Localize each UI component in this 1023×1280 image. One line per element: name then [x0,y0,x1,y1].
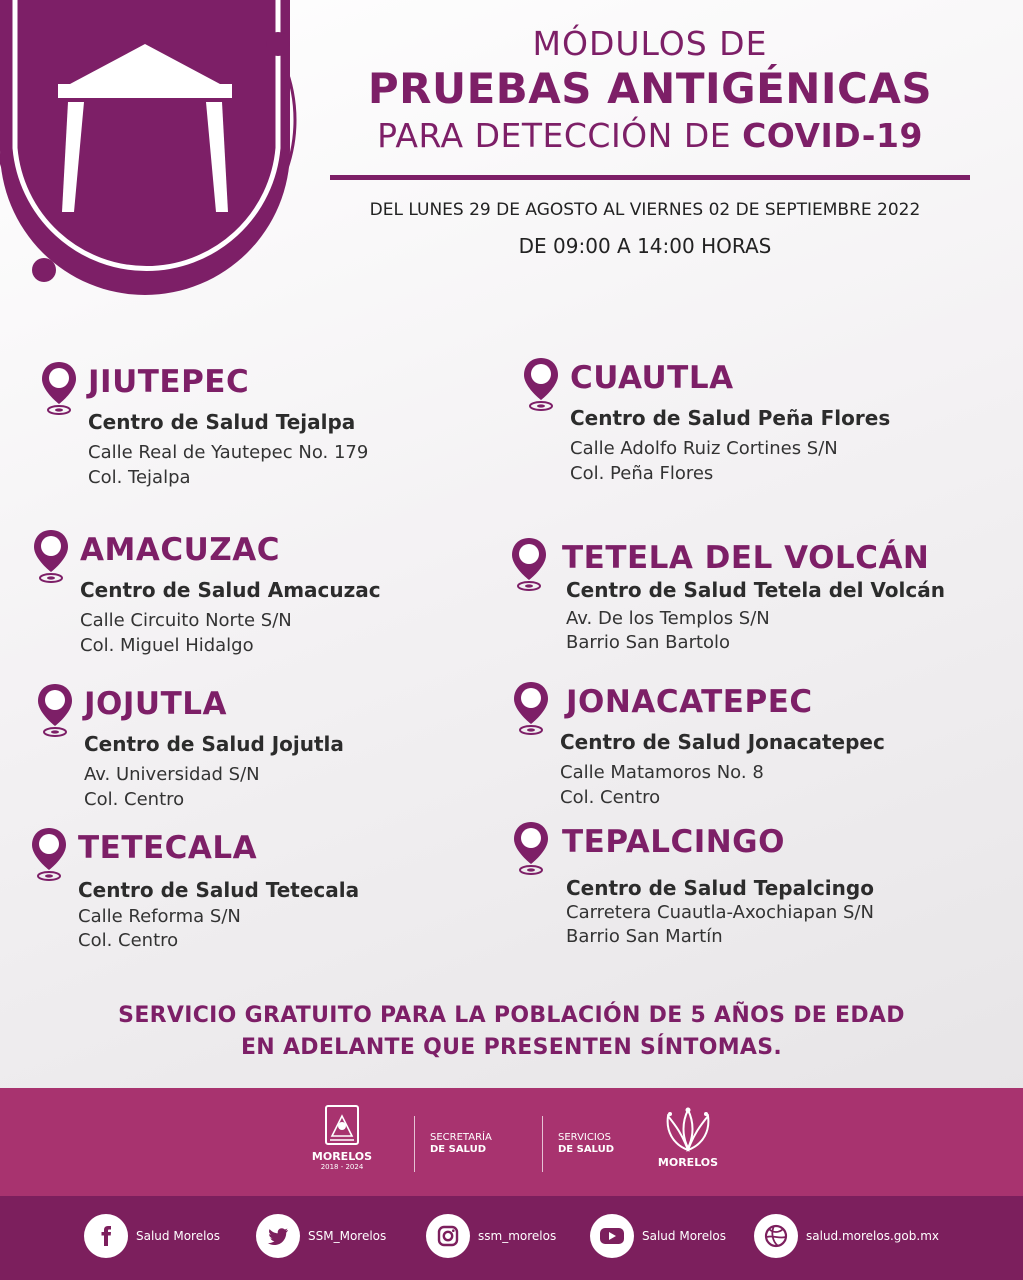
twitter-icon [256,1214,300,1258]
address-line-1: Av. Universidad S/N [84,764,260,785]
youtube-icon [590,1214,634,1258]
secretaria-de-salud-label [430,1132,492,1156]
social-instagram[interactable] [426,1214,556,1258]
facebook-icon [84,1214,128,1258]
location-name: CUAUTLA [570,360,734,396]
address-line-2: Col. Centro [84,789,185,810]
government-name: MORELOS [311,1150,373,1163]
location-name: JOJUTLA [84,686,227,722]
health-center-name: Centro de Salud Jonacatepec [560,730,885,754]
morelos-government-logo [306,1104,378,1172]
hours: DE 09:00 A 14:00 HORAS [518,234,772,258]
government-years: 2018 - 2024 [320,1163,364,1171]
address-line-1: Calle Matamoros No. 8 [560,762,764,783]
location-pin-icon [36,682,74,740]
address-line-1: Calle Reforma S/N [78,906,241,927]
footer-divider [542,1116,543,1172]
morelos-flower-icon [658,1104,718,1156]
health-center-name: Centro de Salud Peña Flores [570,406,891,430]
address-line-1: Calle Adolfo Ruiz Cortines S/N [570,438,838,459]
location-name: AMACUZAC [80,532,280,568]
instagram-icon [426,1214,470,1258]
web-icon [754,1214,798,1258]
morelos-brand-logo [650,1104,726,1169]
location-name: TETELA DEL VOLCÁN [562,540,930,576]
address-line-1: Av. De los Templos S/N [566,608,770,629]
address-line-1: Carretera Cuautla-Axochiapan S/N [566,902,874,923]
address-line-2: Col. Centro [560,787,661,808]
location-pin-icon [32,528,70,586]
footer-divider [414,1116,415,1172]
service-notice-line-2: EN ADELANTE QUE PRESENTEN SÍNTOMAS. [240,1035,783,1060]
health-center-name: Centro de Salud Amacuzac [80,578,381,602]
title-block [320,24,980,158]
youtube-label: Salud Morelos [642,1229,727,1243]
location-name: TETECALA [78,830,258,866]
title-line-1: MÓDULOS DE [532,24,768,63]
instagram-label: ssm_morelos [478,1229,557,1243]
module-tent-logo [0,0,300,300]
location-name: JIUTEPEC [88,364,250,400]
title-line-3 [320,114,980,158]
brand-name: MORELOS [657,1156,719,1169]
health-center-name: Centro de Salud Jojutla [84,732,344,756]
servicios-line-1: SERVICIOS [558,1132,612,1143]
secretaria-line-2: DE SALUD [430,1144,486,1155]
health-center-name: Centro de Salud Tejalpa [88,410,356,434]
social-youtube[interactable] [590,1214,726,1258]
title-line-3-prefix: PARA DETECCIÓN DE [377,116,743,155]
website-label: salud.morelos.gob.mx [806,1229,939,1243]
address-line-2: Barrio San Bartolo [566,632,731,653]
health-center-name: Centro de Salud Tetela del Volcán [566,578,945,602]
social-website[interactable] [754,1214,939,1258]
address-line-2: Col. Tejalpa [88,467,191,488]
secretaria-line-1: SECRETARÍA [430,1132,492,1143]
location-pin-icon [30,826,68,884]
twitter-label: SSM_Morelos [308,1229,387,1243]
location-pin-icon [40,360,78,418]
title-line-3-bold: COVID-19 [742,116,923,155]
address-line-2: Col. Centro [78,930,179,951]
address-line-1: Calle Real de Yautepec No. 179 [88,442,369,463]
health-center-name: Centro de Salud Tetecala [78,878,360,902]
location-pin-icon [522,356,560,414]
coat-of-arms-icon [322,1104,362,1150]
date-range: DEL LUNES 29 DE AGOSTO AL VIERNES 02 DE SEPTIEMBRE 2022 [369,200,921,220]
location-pin-icon [512,680,550,738]
servicios-de-salud-label [558,1132,614,1156]
service-notice-line-1: SERVICIO GRATUITO PARA LA POBLACIÓN DE 5 AÑOS DE EDAD [118,1003,905,1028]
health-center-name: Centro de Salud Tepalcingo [566,876,874,900]
social-facebook[interactable] [84,1214,220,1258]
location-pin-icon [510,536,548,594]
servicios-line-2: DE SALUD [558,1144,614,1155]
address-line-2: Barrio San Martín [566,926,723,947]
address-line-2: Col. Miguel Hidalgo [80,635,254,656]
address-line-2: Col. Peña Flores [570,463,714,484]
service-notice [0,1000,1023,1064]
location-name: TEPALCINGO [562,824,785,860]
location-pin-icon [512,820,550,878]
social-twitter[interactable] [256,1214,386,1258]
title-divider [330,175,970,180]
title-line-2: PRUEBAS ANTIGÉNICAS [367,64,933,113]
facebook-label: Salud Morelos [136,1229,221,1243]
address-line-1: Calle Circuito Norte S/N [80,610,292,631]
institutional-logos-band [0,1088,1023,1196]
location-name: JONACATEPEC [566,684,813,720]
